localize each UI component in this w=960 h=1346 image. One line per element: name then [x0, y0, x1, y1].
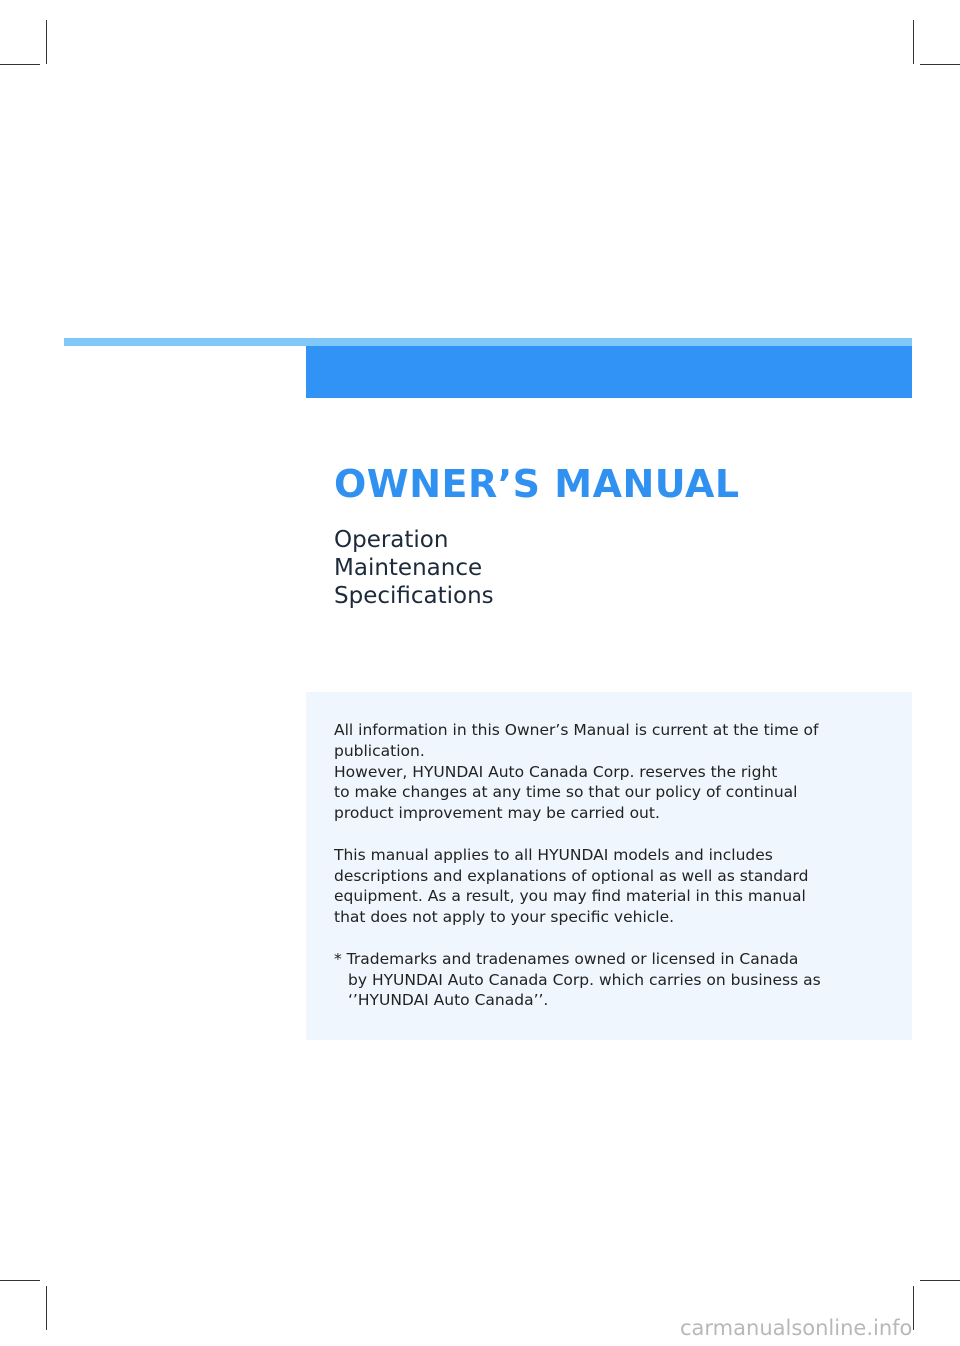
notice-line: This manual applies to all HYUNDAI models and includes	[334, 845, 773, 864]
crop-mark-bottom-left-horizontal	[0, 1280, 40, 1281]
subtitle-maintenance: Maintenance	[334, 555, 483, 581]
crop-mark-top-left-vertical	[46, 20, 47, 64]
subtitle-operation: Operation	[334, 527, 449, 553]
notice-line: by HYUNDAI Auto Canada Corp. which carries on business as	[348, 970, 821, 989]
notice-line: All information in this Owner’s Manual is current at the time of	[334, 721, 819, 739]
notice-paragraph-applicability	[334, 845, 894, 928]
header-band-light	[64, 338, 912, 346]
crop-mark-top-left-horizontal	[0, 64, 40, 65]
header-band-dark	[306, 346, 912, 398]
crop-mark-top-right-vertical	[913, 20, 914, 64]
watermark-text: carmanualsonline.info	[680, 1316, 913, 1340]
notice-line: product improvement may be carried out.	[334, 804, 660, 823]
notice-paragraph-publication	[334, 720, 894, 824]
notice-line: to make changes at any time so that our policy of continual	[334, 783, 798, 802]
notice-line: However, HYUNDAI Auto Canada Corp. reserves the right	[334, 762, 778, 781]
crop-mark-bottom-left-vertical	[46, 1286, 47, 1330]
notice-box	[306, 692, 912, 1040]
crop-mark-top-right-horizontal	[920, 64, 960, 65]
subtitle-list	[334, 526, 494, 610]
notice-line: equipment. As a result, you may find material in this manual	[334, 887, 806, 906]
notice-line: * Trademarks and tradenames owned or licensed in Canada	[334, 949, 799, 968]
subtitle-specifications: Specifications	[334, 583, 494, 609]
notice-trademark	[334, 949, 894, 1011]
notice-body	[334, 720, 894, 1032]
manual-title: OWNER’S MANUAL	[334, 462, 740, 506]
notice-line: descriptions and explanations of optional as well as standard	[334, 866, 809, 885]
notice-line: that does not apply to your specific vehicle.	[334, 908, 675, 927]
notice-line: publication.	[334, 741, 425, 760]
crop-mark-bottom-right-horizontal	[920, 1280, 960, 1281]
notice-line: ‘’HYUNDAI Auto Canada’’.	[348, 991, 549, 1010]
crop-mark-bottom-right-vertical	[913, 1286, 914, 1330]
